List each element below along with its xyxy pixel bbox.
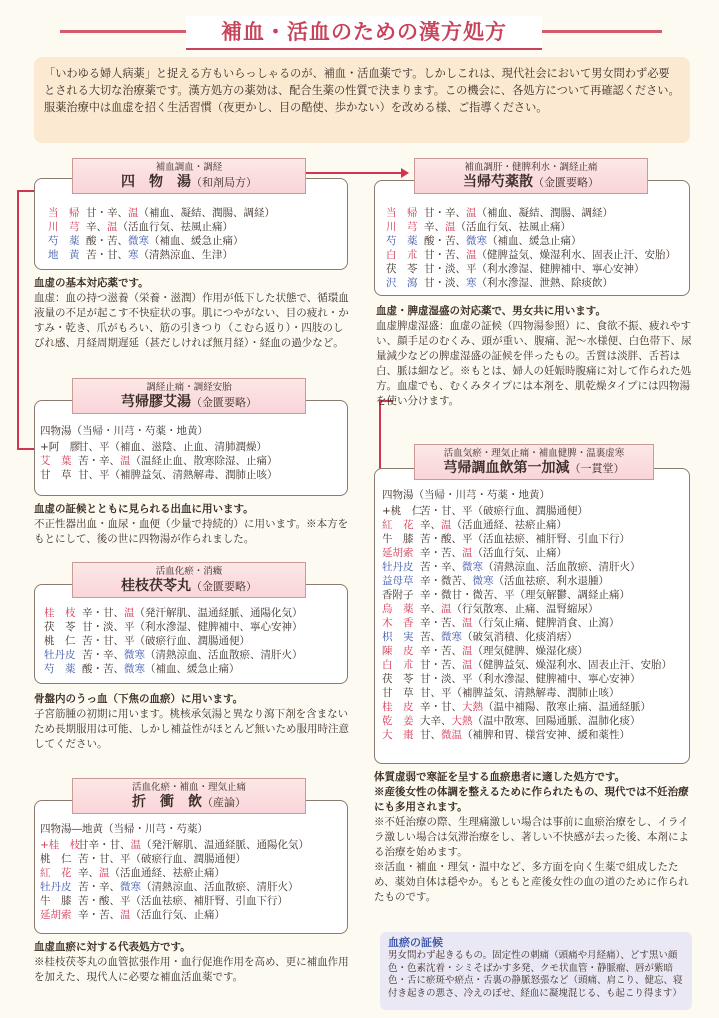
herb-property: 辛・苦、 — [420, 617, 462, 629]
herb-temp: 微温 — [441, 729, 462, 741]
herb-property: 苦・甘、 — [420, 505, 462, 517]
herb-temp: 平 — [462, 673, 473, 685]
herb-desc: （理気健脾、燥湿化痰） — [472, 645, 588, 657]
herb-property: 甘、 — [420, 729, 441, 741]
herb-temp: 微寒 — [472, 575, 494, 587]
herb-desc: （利水滲湿、健脾補中、寧心安神） — [134, 621, 303, 633]
herb-property: 苦・酸、 — [78, 895, 120, 907]
toki-herbs — [386, 206, 688, 290]
kyuki-header — [72, 378, 306, 414]
herb-property: 辛、 — [78, 867, 99, 879]
herb-temp: 温 — [466, 207, 477, 219]
toki-name: 当帰芍薬散 — [463, 174, 533, 190]
herb-temp: 温 — [99, 867, 110, 879]
herb-name: 牛 膝 — [382, 533, 414, 545]
herb-name: 大 棗 — [382, 729, 414, 741]
herb-desc: （破瘀行血、潤腸通便） — [130, 853, 246, 865]
herb-desc: （温中散寒、回陽通脈、温肺化痰） — [472, 715, 641, 727]
toki-note — [376, 304, 692, 409]
herb-name: 沢 瀉 — [386, 277, 418, 289]
herb-property: 甘、 — [420, 687, 441, 699]
herb-row — [40, 852, 346, 866]
herb-property: 甘・辛、 — [424, 207, 466, 219]
herb-property: 酸・苦、 — [86, 235, 128, 247]
herb-property: 苦・酸、 — [420, 533, 462, 545]
herb-name: 桂 枝 — [44, 607, 76, 619]
herb-row — [382, 700, 688, 714]
herb-property: 甘・苦、 — [424, 249, 466, 261]
herb-name: 延胡索 — [382, 547, 414, 559]
herb-desc: （補血、凝結、潤腸、調経） — [476, 207, 613, 219]
sessho-base: 四物湯―地黄（当帰・川芎・芍薬） — [40, 823, 208, 835]
herb-row — [48, 220, 344, 234]
herb-property: 辛・甘、 — [82, 607, 124, 619]
legend-text: 男女問わず起きるもの。固定性の刺痛（頭痛や月経痛）、どす黒い顔色・色素沈着・シミそばかす多発、クモ状血管・静脈瘤、唇が紫暗色・舌に瘀斑や瘀点・舌裏の静脈怒張など（頭痛、肩こり、健忘、寝付き起きの悪さ、冷えのぼせ、経血に凝塊混じる、も起こり得ます） — [388, 950, 683, 999]
herb-row — [382, 504, 688, 518]
herb-row — [48, 206, 344, 220]
herb-property: 酸・苦、 — [424, 235, 466, 247]
legend-title: 血瘀の証候 — [388, 936, 443, 949]
herb-temp: 平 — [124, 621, 135, 633]
herb-property: 辛・甘、 — [420, 701, 462, 713]
herb-property: 辛、 — [420, 603, 441, 615]
herb-desc: （補血、凝結、潤腸、調経） — [138, 207, 275, 219]
herb-desc: （清熱涼血、生津） — [138, 249, 233, 261]
herb-temp: 平 — [462, 533, 473, 545]
herb-desc: （補血、緩急止痛） — [149, 235, 244, 247]
kyukichoketsu-note-c: ※活血・補血・理気・温中など、多方面を向く生薬で組成したため、薬効自体は穏やか。もともと産後女性の血の道のために作られたものです。 — [374, 861, 689, 903]
herb-row — [382, 644, 688, 658]
herb-name: 茯 苓 — [44, 621, 76, 633]
herb-row — [48, 248, 344, 262]
herb-desc: （補脾和胃、様営安神、緩和薬性） — [462, 729, 630, 741]
herb-temp: 温 — [441, 603, 452, 615]
connector-left-vertical — [17, 190, 19, 448]
herb-name: 川 芎 — [48, 221, 80, 233]
herb-desc: （利水滲湿、健脾補中、寧心安神） — [476, 263, 645, 275]
herb-name: 桂 皮 — [382, 701, 414, 713]
herb-name: 紅 花 — [382, 519, 414, 531]
connector-left-h2 — [17, 448, 35, 450]
herb-temp: 温 — [120, 909, 131, 921]
herb-desc: （補血、緩急止痛） — [145, 663, 240, 675]
herb-name: 艾 葉 — [40, 455, 72, 467]
herb-name: 茯 苓 — [382, 673, 414, 685]
herb-desc: （健脾益気、燥湿利水、固表止汗、安胎） — [472, 659, 672, 671]
herb-row — [382, 518, 688, 532]
herb-desc: （清熱涼血、活血散瘀、清肝火） — [145, 649, 303, 661]
herb-name: 川 芎 — [386, 221, 418, 233]
herb-desc: （活血通経、祛瘀止痛） — [109, 867, 225, 879]
herb-temp: 平 — [466, 263, 477, 275]
herb-temp: 温 — [124, 607, 135, 619]
shimotsu-src: （和剤局方） — [191, 176, 257, 189]
keishi-sub: 活血化瘀・消癥 — [155, 566, 223, 577]
herb-row — [40, 908, 346, 922]
kyukichoketsu-note — [374, 770, 692, 905]
kyuki-note-title: 血虚の証候とともに見られる出血に用います。 — [34, 503, 254, 515]
herb-desc: （発汗解肌、温通経脈、通陽化気） — [134, 607, 303, 619]
herb-row — [382, 630, 688, 644]
herb-name: 延胡索 — [40, 909, 72, 921]
herb-desc: （補脾益気、清熱解毒、潤肺止咳） — [451, 687, 620, 699]
herb-name: +阿 膠 — [40, 441, 81, 453]
herb-row — [40, 894, 346, 908]
herb-property: 辛・微苦、 — [420, 575, 473, 587]
herb-desc: （活血祛瘀、補肝腎、引血下行） — [130, 895, 288, 907]
herb-row — [44, 648, 346, 662]
herb-name: 茯 苓 — [386, 263, 418, 275]
herb-desc: （活血行気、止痛） — [130, 909, 225, 921]
kyuki-src: （金匱要略） — [191, 396, 257, 409]
herb-temp: 温 — [130, 839, 141, 851]
herb-temp: 温 — [128, 207, 139, 219]
herb-desc: （活血通経、祛瘀止痛） — [451, 519, 567, 531]
herb-desc: （温経止血、散寒除湿、止痛） — [130, 455, 278, 467]
herb-property: 甘・辛、 — [86, 207, 128, 219]
toki-src: （金匱要略） — [533, 176, 599, 189]
herb-row — [382, 532, 688, 546]
herb-property: 苦、 — [420, 631, 441, 643]
herb-desc: （利水滲湿、泄熱、除痰飲） — [476, 277, 613, 289]
herb-property: 辛・苦、 — [78, 909, 120, 921]
herb-desc: （破瘀行血、潤腸通便） — [134, 635, 250, 647]
herb-row — [40, 454, 346, 468]
herb-name: 烏 薬 — [382, 603, 414, 615]
herb-name: 紅 花 — [40, 867, 72, 879]
herb-row — [44, 662, 346, 676]
herb-name: 牡丹皮 — [40, 881, 72, 893]
keishi-herbs — [44, 606, 346, 676]
herb-row — [44, 620, 346, 634]
herb-desc: （補脾益気、清熱解毒、潤肺止咳） — [109, 469, 278, 481]
kyukichoketsu-note-b: ※不妊治療の際、生理痛激しい場合は事前に血瘀治療をし、イライラ激しい場合は気滞治療をし、著しい不快感が去った後、本剤による治療を始めます。 — [374, 816, 689, 858]
herb-row — [386, 234, 688, 248]
herb-desc: （清熱涼血、活血散瘀、清肝火） — [483, 561, 641, 573]
herb-temp: 平 — [441, 687, 452, 699]
herb-desc: （活血行気、止痛） — [472, 547, 567, 559]
keishi-note-body: 子宮筋腫の初期に用います。桃核承気湯と異なり瀉下剤を含まないため長期服用は可能、しかし補益性がほとんど無いため服用時注意してください。 — [34, 708, 349, 750]
herb-desc: （理気解鬱、調経止痛） — [514, 589, 630, 601]
herb-property: 苦・辛、 — [78, 881, 120, 893]
keishi-note-title: 骨盤内のうっ血（下焦の血瘀）に用います。 — [34, 693, 244, 705]
kyukichoketsu-name: 芎帰調血飲第一加減 — [443, 460, 570, 476]
toki-note-body: 血虚脾虚湿盛：血虚の証候（四物湯参照）に、食欲不振、疲れやすい、顔手足のむくみ、頭が重い、腹痛、泥～水様便、白色帯下、尿量減少などの脾虚湿盛の証候を伴ったもの。舌質は淡胖、舌苔は白、脈は細など。※もとは、婦人の妊娠時腹痛に対して作られた処方。血虚でも、むくみタイプには本剤を、肌乾燥タイプには四物湯を使い分けます。 — [376, 320, 692, 407]
arrow-right — [401, 168, 409, 178]
herb-row — [40, 440, 346, 454]
sessho-src: （産論） — [202, 796, 246, 809]
herb-desc: （利水滲湿、健脾補中、寧心安神） — [472, 673, 641, 685]
herb-temp: 大熱 — [462, 701, 483, 713]
herb-row — [40, 866, 346, 880]
herb-property: 甘・苦、 — [420, 659, 462, 671]
herb-name: 芍 薬 — [386, 235, 418, 247]
herb-property: 苦・辛、 — [78, 455, 120, 467]
herb-name: +桂 枝 — [40, 839, 81, 851]
shimotsu-note — [34, 276, 350, 351]
herb-name: +桃 仁 — [382, 505, 423, 517]
herb-temp: 温 — [462, 547, 473, 559]
herb-property: 苦・辛、 — [82, 649, 124, 661]
herb-name: 牡丹皮 — [44, 649, 76, 661]
herb-desc: （活血行気、祛風止痛） — [117, 221, 233, 233]
herb-temp: 微寒 — [120, 881, 141, 893]
herb-row — [40, 838, 346, 852]
herb-name: 地 黄 — [48, 249, 80, 261]
herb-property: 苦・辛、 — [420, 561, 462, 573]
herb-temp: 微寒 — [466, 235, 487, 247]
herb-temp: 寒 — [466, 277, 477, 289]
herb-row — [386, 220, 688, 234]
herb-row — [386, 248, 688, 262]
kyuki-note — [34, 502, 350, 547]
herb-temp: 温 — [462, 659, 473, 671]
herb-name: 木 香 — [382, 617, 414, 629]
herb-row — [382, 616, 688, 630]
herb-name: 甘 草 — [382, 687, 414, 699]
herb-desc: （活血祛瘀、補肝腎、引血下行） — [472, 533, 630, 545]
herb-row — [382, 686, 688, 700]
sessho-note-title: 血虚血瘀に対する代表処方です。 — [34, 941, 191, 953]
herb-desc: （活血祛瘀、利水退腫） — [493, 575, 609, 587]
herb-name: 枳 実 — [382, 631, 414, 643]
herb-name: 芍 薬 — [48, 235, 80, 247]
sessho-herbs — [40, 822, 346, 922]
herb-temp: 微寒 — [124, 663, 145, 675]
herb-name: 桃 仁 — [40, 853, 72, 865]
herb-desc: （温中補陽、散寒止痛、温通経脈） — [483, 701, 651, 713]
herb-row — [44, 606, 346, 620]
herb-temp: 平 — [124, 635, 135, 647]
herb-row — [40, 880, 346, 894]
herb-property: 辛、 — [420, 519, 441, 531]
herb-desc: （破気消積、化痰消痞） — [462, 631, 578, 643]
connector-left-h — [17, 190, 35, 192]
herb-temp: 温 — [107, 221, 118, 233]
herb-temp: 微寒 — [441, 631, 462, 643]
herb-property: 辛・苦、 — [420, 645, 462, 657]
oketsu-legend — [380, 932, 692, 1010]
herb-desc: （発汗解肌、温通経脈、通陽化気） — [141, 839, 309, 851]
sessho-sub: 活血化瘀・補血・理気止痛 — [131, 782, 246, 793]
herb-row — [382, 658, 688, 672]
herb-name: 香附子 — [382, 589, 414, 601]
herb-property: 甘、 — [78, 441, 99, 453]
herb-name: 甘 草 — [40, 469, 72, 481]
herb-temp: 平 — [99, 469, 110, 481]
sessho-name: 折 衝 飲 — [132, 794, 202, 810]
shimotsu-header — [72, 158, 306, 194]
herb-row — [48, 234, 344, 248]
herb-temp: 微寒 — [128, 235, 149, 247]
kyukichoketsu-note-title: 体質虚弱で寒証を呈する血瘀患者に適した処方です。 — [374, 771, 626, 783]
herb-temp: 平 — [99, 441, 110, 453]
herb-property: 甘・淡、 — [424, 263, 466, 275]
herb-property: 酸・苦、 — [82, 663, 124, 675]
shimotsu-herbs — [48, 206, 344, 262]
sessho-note — [34, 940, 350, 985]
herb-property: 苦・甘、 — [78, 853, 120, 865]
herb-property: 甘辛・甘、 — [78, 839, 131, 851]
herb-temp: 平 — [462, 505, 473, 517]
herb-temp: 平 — [120, 853, 131, 865]
herb-temp: 温 — [466, 249, 477, 261]
herb-property: 辛・苦、 — [420, 547, 462, 559]
herb-row — [44, 634, 346, 648]
herb-desc: （健脾益気、燥湿利水、固表止汗、安胎） — [476, 249, 676, 261]
herb-desc: （破瘀行血、潤腸通便） — [472, 505, 588, 517]
herb-property: 甘・淡、 — [82, 621, 124, 633]
herb-property: 辛、 — [86, 221, 107, 233]
kyukichoketsu-herbs — [382, 488, 688, 742]
herb-temp: 大熱 — [451, 715, 473, 727]
sessho-header — [72, 778, 306, 814]
kyuki-name: 芎帰膠艾湯 — [121, 394, 191, 410]
herb-row — [382, 728, 688, 742]
herb-name: 陳 皮 — [382, 645, 414, 657]
herb-property: 甘、 — [78, 469, 99, 481]
herb-property: 大辛、 — [420, 715, 452, 727]
intro-text: 「いわゆる婦人病薬」と捉える方もいらっしゃるのが、補血・活血薬です。しかしこれは、現代社会において男女問わず必要とされる大切な治療薬です。漢方処方の薬効は、配合生薬の性質で決まります。この機会に、各処方について再確認ください。服薬治療中は血虚を招く生活習慣（夜更かし、目の酷使、歩かない）を改める様、ご指導ください。 — [34, 57, 690, 143]
page-title: 補血・活血のための漢方処方 — [186, 16, 542, 50]
herb-name: 当 帰 — [48, 207, 80, 219]
herb-desc: （補血、滋陰、止血、清肺潤燥） — [109, 441, 267, 453]
herb-property: 甘・淡、 — [424, 277, 466, 289]
keishi-src: （金匱要略） — [191, 580, 257, 593]
kyuki-base: 四物湯（当帰・川芎・芍薬・地黄） — [40, 425, 208, 437]
herb-property: 甘・淡、 — [420, 673, 462, 685]
kyukichoketsu-note-a: ※産後女性の体調を整えるために作られたもの、現代では不妊治療にも多用されます。 — [374, 786, 689, 813]
herb-property: 苦・甘、 — [82, 635, 124, 647]
herb-row — [386, 206, 688, 220]
herb-name: 白 朮 — [386, 249, 418, 261]
kyukichoketsu-src: （一貫堂） — [569, 462, 625, 475]
kyuki-sub: 調経止痛・調経安胎 — [146, 382, 232, 393]
herb-row — [386, 262, 688, 276]
herb-temp: 温 — [462, 617, 473, 629]
toki-sub: 補血調肝・健脾利水・調経止痛 — [464, 162, 598, 173]
herb-temp: 平 — [504, 589, 515, 601]
herb-row — [382, 560, 688, 574]
kyukichoketsu-base: 四物湯（当帰・川芎・芍薬・地黄） — [382, 489, 550, 501]
kyuki-note-body: 不正性器出血・血尿・血便（少量で持続的）に用います。※本方をもとにして、後の世に四物湯が作られました。 — [34, 518, 349, 545]
herb-name: 乾 姜 — [382, 715, 414, 727]
kyuki-herbs — [40, 424, 346, 482]
herb-name: 芍 薬 — [44, 663, 76, 675]
herb-temp: 微寒 — [124, 649, 145, 661]
keishi-name: 桂枝茯苓丸 — [121, 578, 191, 594]
herb-desc: （行気止痛、健脾消食、止瀉） — [472, 617, 620, 629]
kyukichoketsu-header — [414, 444, 654, 480]
herb-temp: 温 — [462, 645, 473, 657]
herb-desc: （活血行気、祛風止痛） — [455, 221, 571, 233]
herb-row — [40, 468, 346, 482]
title-underline — [60, 30, 186, 33]
toki-header — [414, 158, 648, 194]
herb-row — [382, 672, 688, 686]
herb-desc: （行気散寒、止痛、温腎縮尿） — [451, 603, 599, 615]
herb-property: 辛、 — [424, 221, 445, 233]
shimotsu-note-title: 血虚の基本対応薬です。 — [34, 277, 149, 289]
herb-temp: 寒 — [128, 249, 139, 261]
keishi-header — [72, 562, 306, 598]
herb-property: 苦・甘、 — [86, 249, 128, 261]
herb-temp: 温 — [445, 221, 456, 233]
shimotsu-note-body: 血虚：血の持つ滋養（栄養・滋潤）作用が低下した状態で、循環血液量の不足が起こす不快症状の事。肌につやがない、目の疲れ・かすみ・乾き、爪がもろい、筋の引きつり（こむら返り）・四肢のしびれ感、月経周期遅延（甚だしければ無月経）・経血の過少など。 — [34, 292, 349, 349]
herb-row — [382, 546, 688, 560]
herb-name: 桃 仁 — [44, 635, 76, 647]
herb-temp: 温 — [441, 519, 452, 531]
herb-temp: 温 — [120, 455, 131, 467]
herb-property: 辛・微甘・微苦、 — [420, 589, 504, 601]
herb-name: 益母草 — [382, 575, 414, 587]
herb-name: 牡丹皮 — [382, 561, 414, 573]
herb-desc: （清熱涼血、活血散瘀、清肝火） — [141, 881, 299, 893]
keishi-note — [34, 692, 350, 752]
herb-name: 牛 膝 — [40, 895, 72, 907]
herb-temp: 平 — [120, 895, 131, 907]
herb-row — [382, 714, 688, 728]
herb-desc: （補血、緩急止痛） — [487, 235, 582, 247]
sessho-note-body: ※桂枝茯苓丸の血管拡張作用・血行促進作用を高め、更に補血作用を加えた、現代人に必要な補血活血薬です。 — [34, 956, 349, 983]
herb-row — [382, 588, 688, 602]
herb-row — [382, 602, 688, 616]
herb-row — [382, 574, 688, 588]
kyukichoketsu-sub: 活血気瘀・理気止痛・補血健脾・温裏虚寒 — [443, 448, 625, 459]
herb-name: 当 帰 — [386, 207, 418, 219]
herb-name: 白 朮 — [382, 659, 414, 671]
herb-row — [386, 276, 688, 290]
shimotsu-name: 四 物 湯 — [121, 174, 191, 190]
shimotsu-sub: 補血調血・調経 — [155, 162, 223, 173]
title-underline-right — [542, 30, 662, 33]
herb-temp: 微寒 — [462, 561, 483, 573]
toki-note-title: 血虚・脾虚湿盛の対応薬で、男女共に用います。 — [376, 305, 606, 317]
